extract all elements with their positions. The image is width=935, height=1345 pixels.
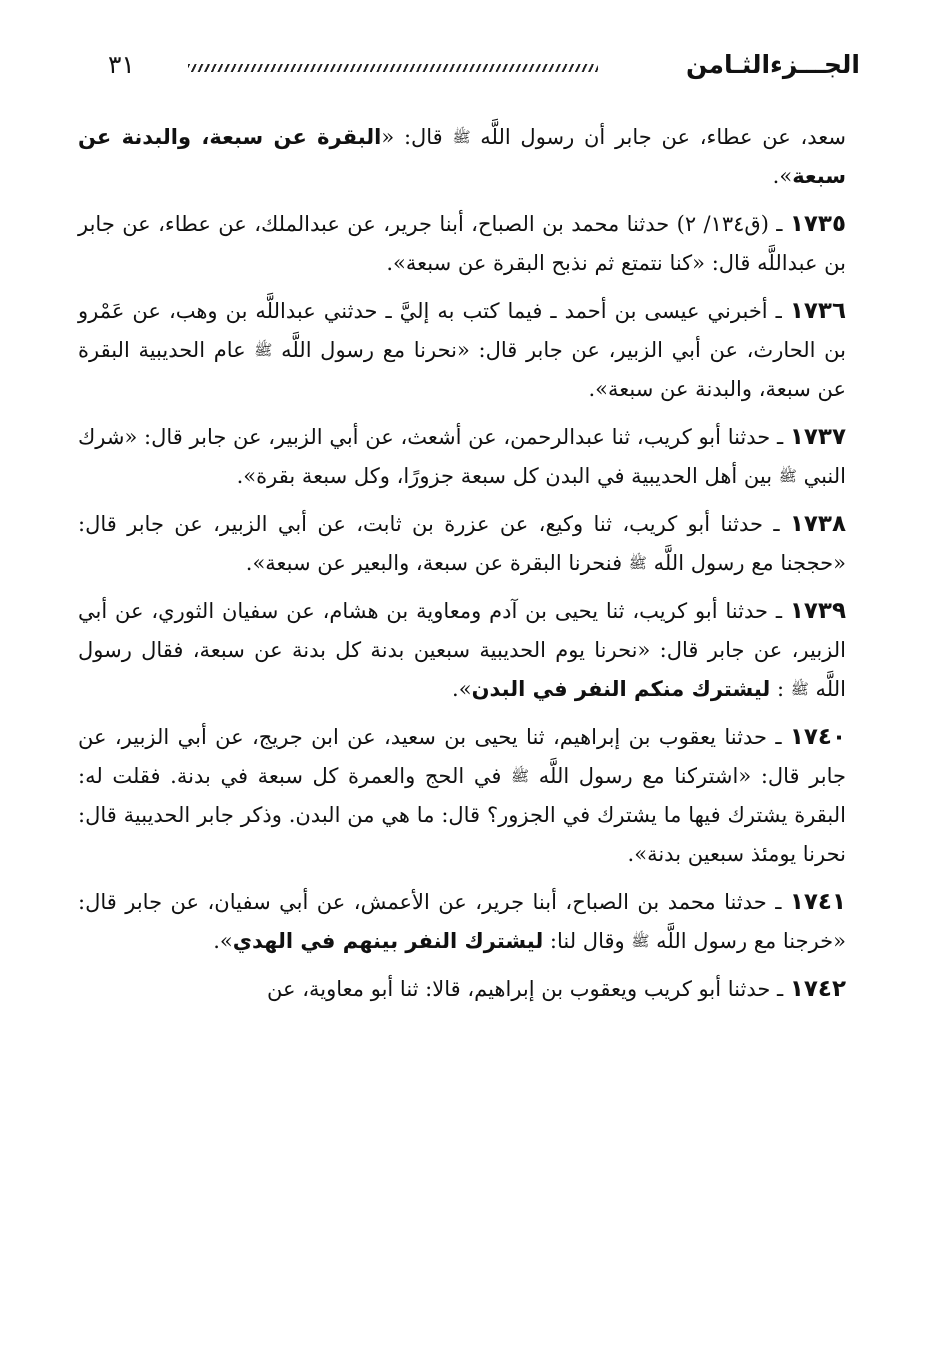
text-segment: ـ حدثنا أبو كريب، ثنا وكيع، عن عزرة بن ثابت، عن أبي الزبير، عن جابر قال: «حججنا مع رسول اللَّه <box>78 512 846 575</box>
header-decorative-rule <box>188 64 598 72</box>
honorific-glyph: ﷺ <box>511 767 530 785</box>
hadith-number: ١٧٤٢ <box>789 976 846 1002</box>
text-segment: ». <box>213 929 233 953</box>
honorific-glyph: ﷺ <box>778 467 797 485</box>
bold-quote: ليشترك منكم النفر في البدن <box>471 677 771 701</box>
hadith-number: ١٧٣٧ <box>789 424 846 450</box>
hadith-number: ١٧٣٨ <box>789 511 846 537</box>
text-segment: ». <box>452 677 472 701</box>
honorific-glyph: ﷺ <box>631 932 650 950</box>
text-segment: ـ حدثنا محمد بن الصباح، أبنا جرير، عن الأعمش، عن أبي سفيان، عن جابر قال: «خرجنا مع رسول اللَّه <box>78 890 846 953</box>
honorific-glyph: ﷺ <box>254 341 273 359</box>
hadith-paragraph <box>78 292 846 409</box>
hadith-number: ١٧٣٩ <box>789 598 846 624</box>
text-segment: ـ أخبرني عيسى بن أحمد ـ فيما كتب به إليَّ ـ حدثني عبداللَّه بن وهب، عن عَمْرو بن الحارث، عن أبي الزبير، عن جابر قال: «نحرنا مع رسول اللَّه <box>78 299 847 362</box>
hadith-paragraph <box>78 205 846 283</box>
text-segment: قال: « <box>381 125 453 149</box>
text-segment: ». <box>772 164 793 188</box>
text-segment: ـ (ق١٣٤/ ٢) حدثنا محمد بن الصباح، أبنا جرير، عن عبدالملك، عن عطاء، عن جابر بن عبداللَّه قال: «كنا نتمتع ثم نذبح البقرة عن سبعة». <box>78 212 846 275</box>
text-segment: ـ حدثنا أبو كريب، ثنا يحيى بن آدم ومعاوية بن هشام، عن سفيان الثوري، عن أبي الزبير، عن جابر قال: «نحرنا يوم الحديبية سبعين بدنة كل بدنة عن سبعة، فقال رسول اللَّه <box>78 599 846 701</box>
bold-quote: ليشترك النفر بينهم في الهدي <box>232 929 544 953</box>
honorific-glyph: ﷺ <box>790 680 809 698</box>
hadith-number: ١٧٣٦ <box>789 298 846 324</box>
text-segment: ـ حدثنا يعقوب بن إبراهيم، ثنا يحيى بن سعيد، عن ابن جريج، عن أبي الزبير، عن جابر قال: «اشتركنا مع رسول اللَّه <box>78 725 847 788</box>
hadith-paragraph <box>78 883 846 961</box>
bold-quote: البقرة عن سبعة، والبدنة عن سبعة <box>78 125 846 188</box>
hadith-number: ١٧٣٥ <box>789 211 846 237</box>
text-segment: : <box>770 677 791 701</box>
body-text <box>78 118 846 1018</box>
text-segment: ـ حدثنا أبو كريب ويعقوب بن إبراهيم، قالا: ثنا أبو معاوية، عن <box>267 977 790 1001</box>
hadith-number: ١٧٤١ <box>789 889 846 915</box>
hadith-paragraph <box>78 970 846 1009</box>
hadith-paragraph <box>78 718 846 874</box>
hadith-paragraph <box>78 505 846 583</box>
hadith-paragraph <box>78 118 846 196</box>
text-segment: ـ حدثنا أبو كريب، ثنا عبدالرحمن، عن أشعث، عن أبي الزبير، عن جابر قال: «شرك النبي <box>78 425 846 488</box>
text-segment: عام الحديبية البقرة عن سبعة، والبدنة عن سبعة». <box>78 338 846 401</box>
text-segment: وقال لنا: <box>543 929 632 953</box>
hadith-number: ١٧٤٠ <box>789 724 846 750</box>
running-head: الجـــزءالثـامن <box>685 50 860 79</box>
text-segment: في الحج والعمرة كل سبعة في بدنة. فقلت له: البقرة يشترك فيها ما يشترك في الجزور؟ قال: ما هي من البدن. وذكر جابر الحديبية قال: نحرنا يومئذ سبعين بدنة». <box>78 764 846 866</box>
hadith-paragraph <box>78 592 846 709</box>
page-number: ٣١ <box>108 50 135 79</box>
page-header <box>100 50 860 90</box>
text-segment: سعد، عن عطاء، عن جابر أن رسول اللَّه <box>470 125 847 149</box>
text-segment: فنحرنا البقرة عن سبعة، والبعير عن سبعة». <box>245 551 629 575</box>
text-segment: بين أهل الحديبية في البدن كل سبعة جزورًا، وكل سبعة بقرة». <box>236 464 779 488</box>
hadith-paragraph <box>78 418 846 496</box>
honorific-glyph: ﷺ <box>628 554 647 572</box>
honorific-glyph: ﷺ <box>452 128 471 146</box>
